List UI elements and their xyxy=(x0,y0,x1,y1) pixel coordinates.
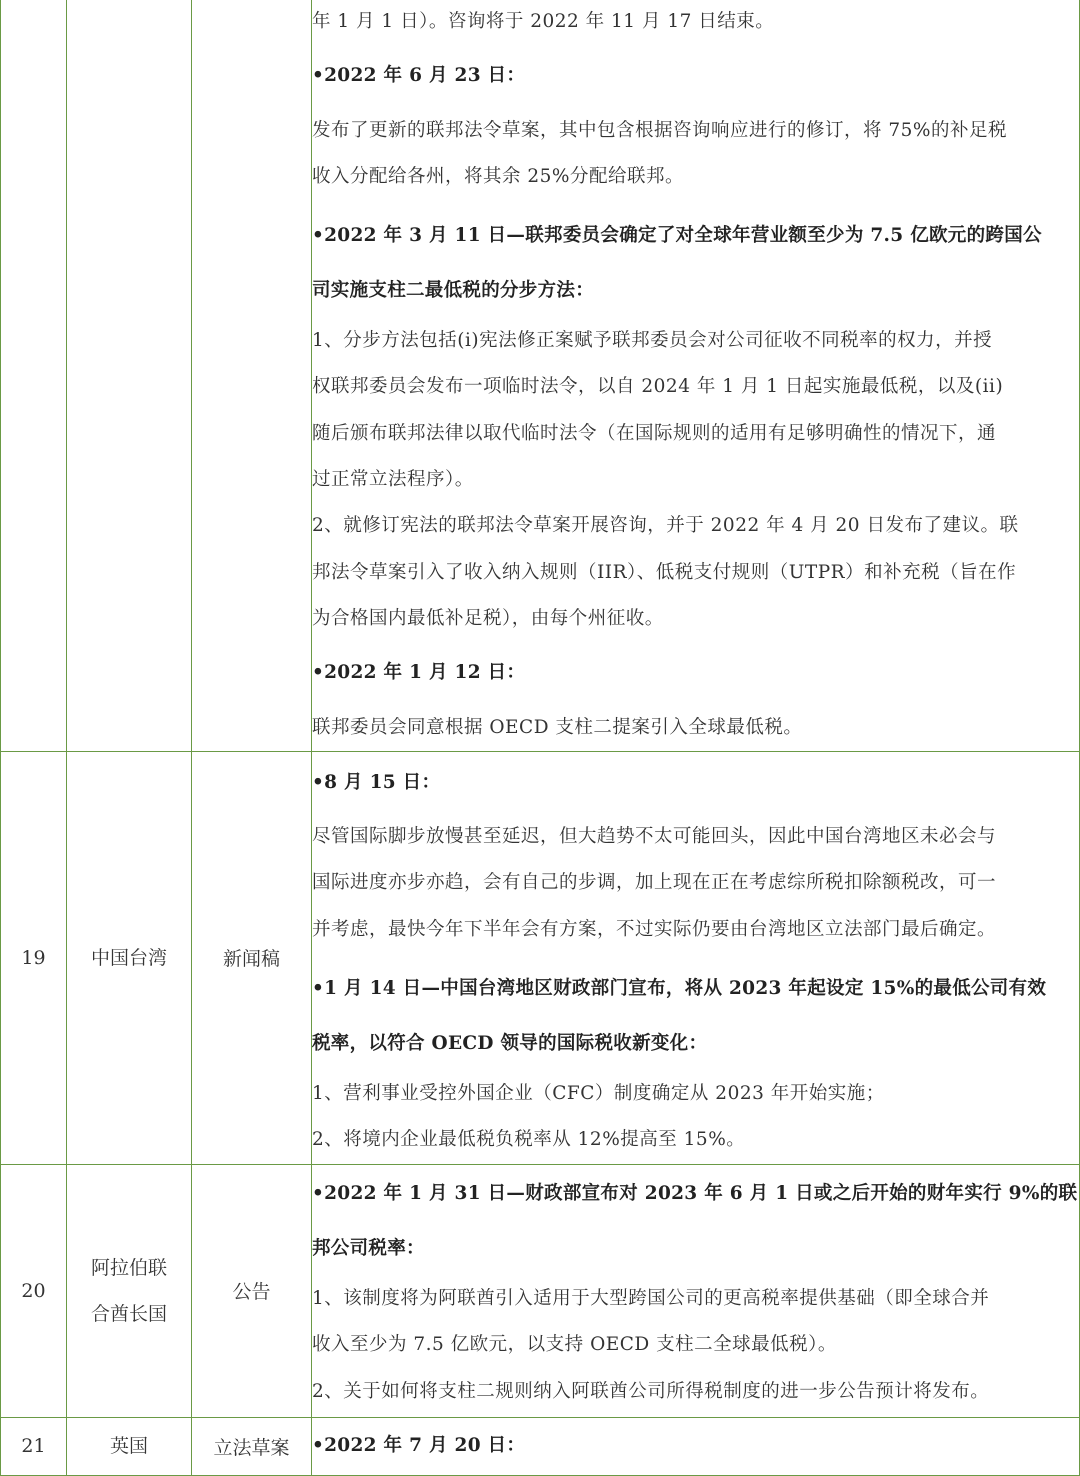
detail-line: 2、将境内企业最低税负税率从 12%提高至 15%。 xyxy=(312,1129,746,1151)
row-details xyxy=(312,1417,1080,1475)
table-row xyxy=(1,0,1080,751)
table-row xyxy=(1,1164,1080,1417)
row-country: 英国 xyxy=(67,1417,192,1475)
detail-heading: •2022 年 1 月 31 日—财政部宣布对 2023 年 6 月 1 日或之后开始的财年实行 9%的联 xyxy=(312,1183,1078,1205)
row-type: 公告 xyxy=(192,1164,312,1417)
detail-line: 国际进度亦步亦趋，会有自己的步调，加上现在正在考虑综所税扣除额税改，可一 xyxy=(312,872,997,894)
detail-line: 收入至少为 7.5 亿欧元，以支持 OECD 支柱二全球最低税）。 xyxy=(312,1334,837,1356)
row-country xyxy=(67,0,192,751)
detail-line: 2、就修订宪法的联邦法令草案开展咨询，并于 2022 年 4 月 20 日发布了建议。联 xyxy=(312,515,1019,537)
row-type: 新闻稿 xyxy=(192,751,312,1164)
detail-line: 为合格国内最低补足税），由每个州征收。 xyxy=(312,607,664,629)
detail-heading: •2022 年 7 月 20 日： xyxy=(312,1435,526,1457)
detail-line: 邦法令草案引入了收入纳入规则（IIR）、低税支付规则（UTPR）和补充税（旨在作 xyxy=(312,561,1017,583)
detail-line: 过正常立法程序）。 xyxy=(312,469,474,491)
row-details xyxy=(312,751,1080,1164)
detail-heading: •2022 年 3 月 11 日—联邦委员会确定了对全球年营业额至少为 7.5 亿欧元的跨国公 xyxy=(312,225,1042,247)
row-details xyxy=(312,0,1080,751)
detail-line: 尽管国际脚步放慢甚至延迟，但大趋势不太可能回头，因此中国台湾地区未必会与 xyxy=(312,826,997,848)
detail-line: 随后颁布联邦法律以取代临时法令（在国际规则的适用有足够明确性的情况下，通 xyxy=(312,422,997,444)
row-type: 立法草案 xyxy=(192,1417,312,1475)
row-number: 21 xyxy=(1,1417,67,1475)
detail-line: 2、关于如何将支柱二规则纳入阿联酋公司所得税制度的进一步公告预计将发布。 xyxy=(312,1380,990,1402)
country-line: 合酋长国 xyxy=(90,1302,167,1325)
detail-heading: •8 月 15 日： xyxy=(312,771,441,793)
detail-heading: •1 月 14 日—中国台湾地区财政部门宣布，将从 2023 年起设定 15%的最低公司有效 xyxy=(312,978,1047,1000)
row-number: 19 xyxy=(1,751,67,1164)
row-number: 20 xyxy=(1,1164,67,1417)
table-row xyxy=(1,751,1080,1164)
detail-line: 发布了更新的联邦法令草案，其中包含根据咨询响应进行的修订，将 75%的补足税 xyxy=(312,119,1008,141)
table-row xyxy=(1,1417,1080,1475)
row-number xyxy=(1,0,67,751)
row-details xyxy=(312,1164,1080,1417)
detail-heading: •2022 年 6 月 23 日： xyxy=(312,65,526,87)
detail-line: 联邦委员会同意根据 OECD 支柱二提案引入全球最低税。 xyxy=(312,716,803,738)
detail-line: 并考虑，最快今年下半年会有方案，不过实际仍要由台湾地区立法部门最后确定。 xyxy=(312,918,997,940)
detail-line: 权联邦委员会发布一项临时法令，以自 2024 年 1 月 1 日起实施最低税，以及(ii) xyxy=(312,376,1004,398)
detail-heading: •2022 年 1 月 12 日： xyxy=(312,662,526,684)
country-line: 阿拉伯联 xyxy=(90,1256,167,1279)
detail-line: 年 1 月 1 日）。咨询将于 2022 年 11 月 17 日结束。 xyxy=(312,11,775,32)
row-country xyxy=(67,1164,192,1417)
detail-heading: 邦公司税率： xyxy=(312,1238,425,1260)
row-type xyxy=(192,0,312,751)
detail-line: 1、分步方法包括(i)宪法修正案赋予联邦委员会对公司征收不同税率的权力，并授 xyxy=(312,330,993,352)
detail-heading: 司实施支柱二最低税的分步方法： xyxy=(312,280,595,302)
row-country: 中国台湾 xyxy=(67,751,192,1164)
detail-line: 1、该制度将为阿联酋引入适用于大型跨国公司的更高税率提供基础（即全球合并 xyxy=(312,1288,990,1310)
detail-line: 1、营利事业受控外国企业（CFC）制度确定从 2023 年开始实施； xyxy=(312,1083,885,1105)
detail-heading: 税率，以符合 OECD 领导的国际税收新变化： xyxy=(312,1033,708,1055)
detail-line: 收入分配给各州，将其余 25%分配给联邦。 xyxy=(312,165,685,187)
